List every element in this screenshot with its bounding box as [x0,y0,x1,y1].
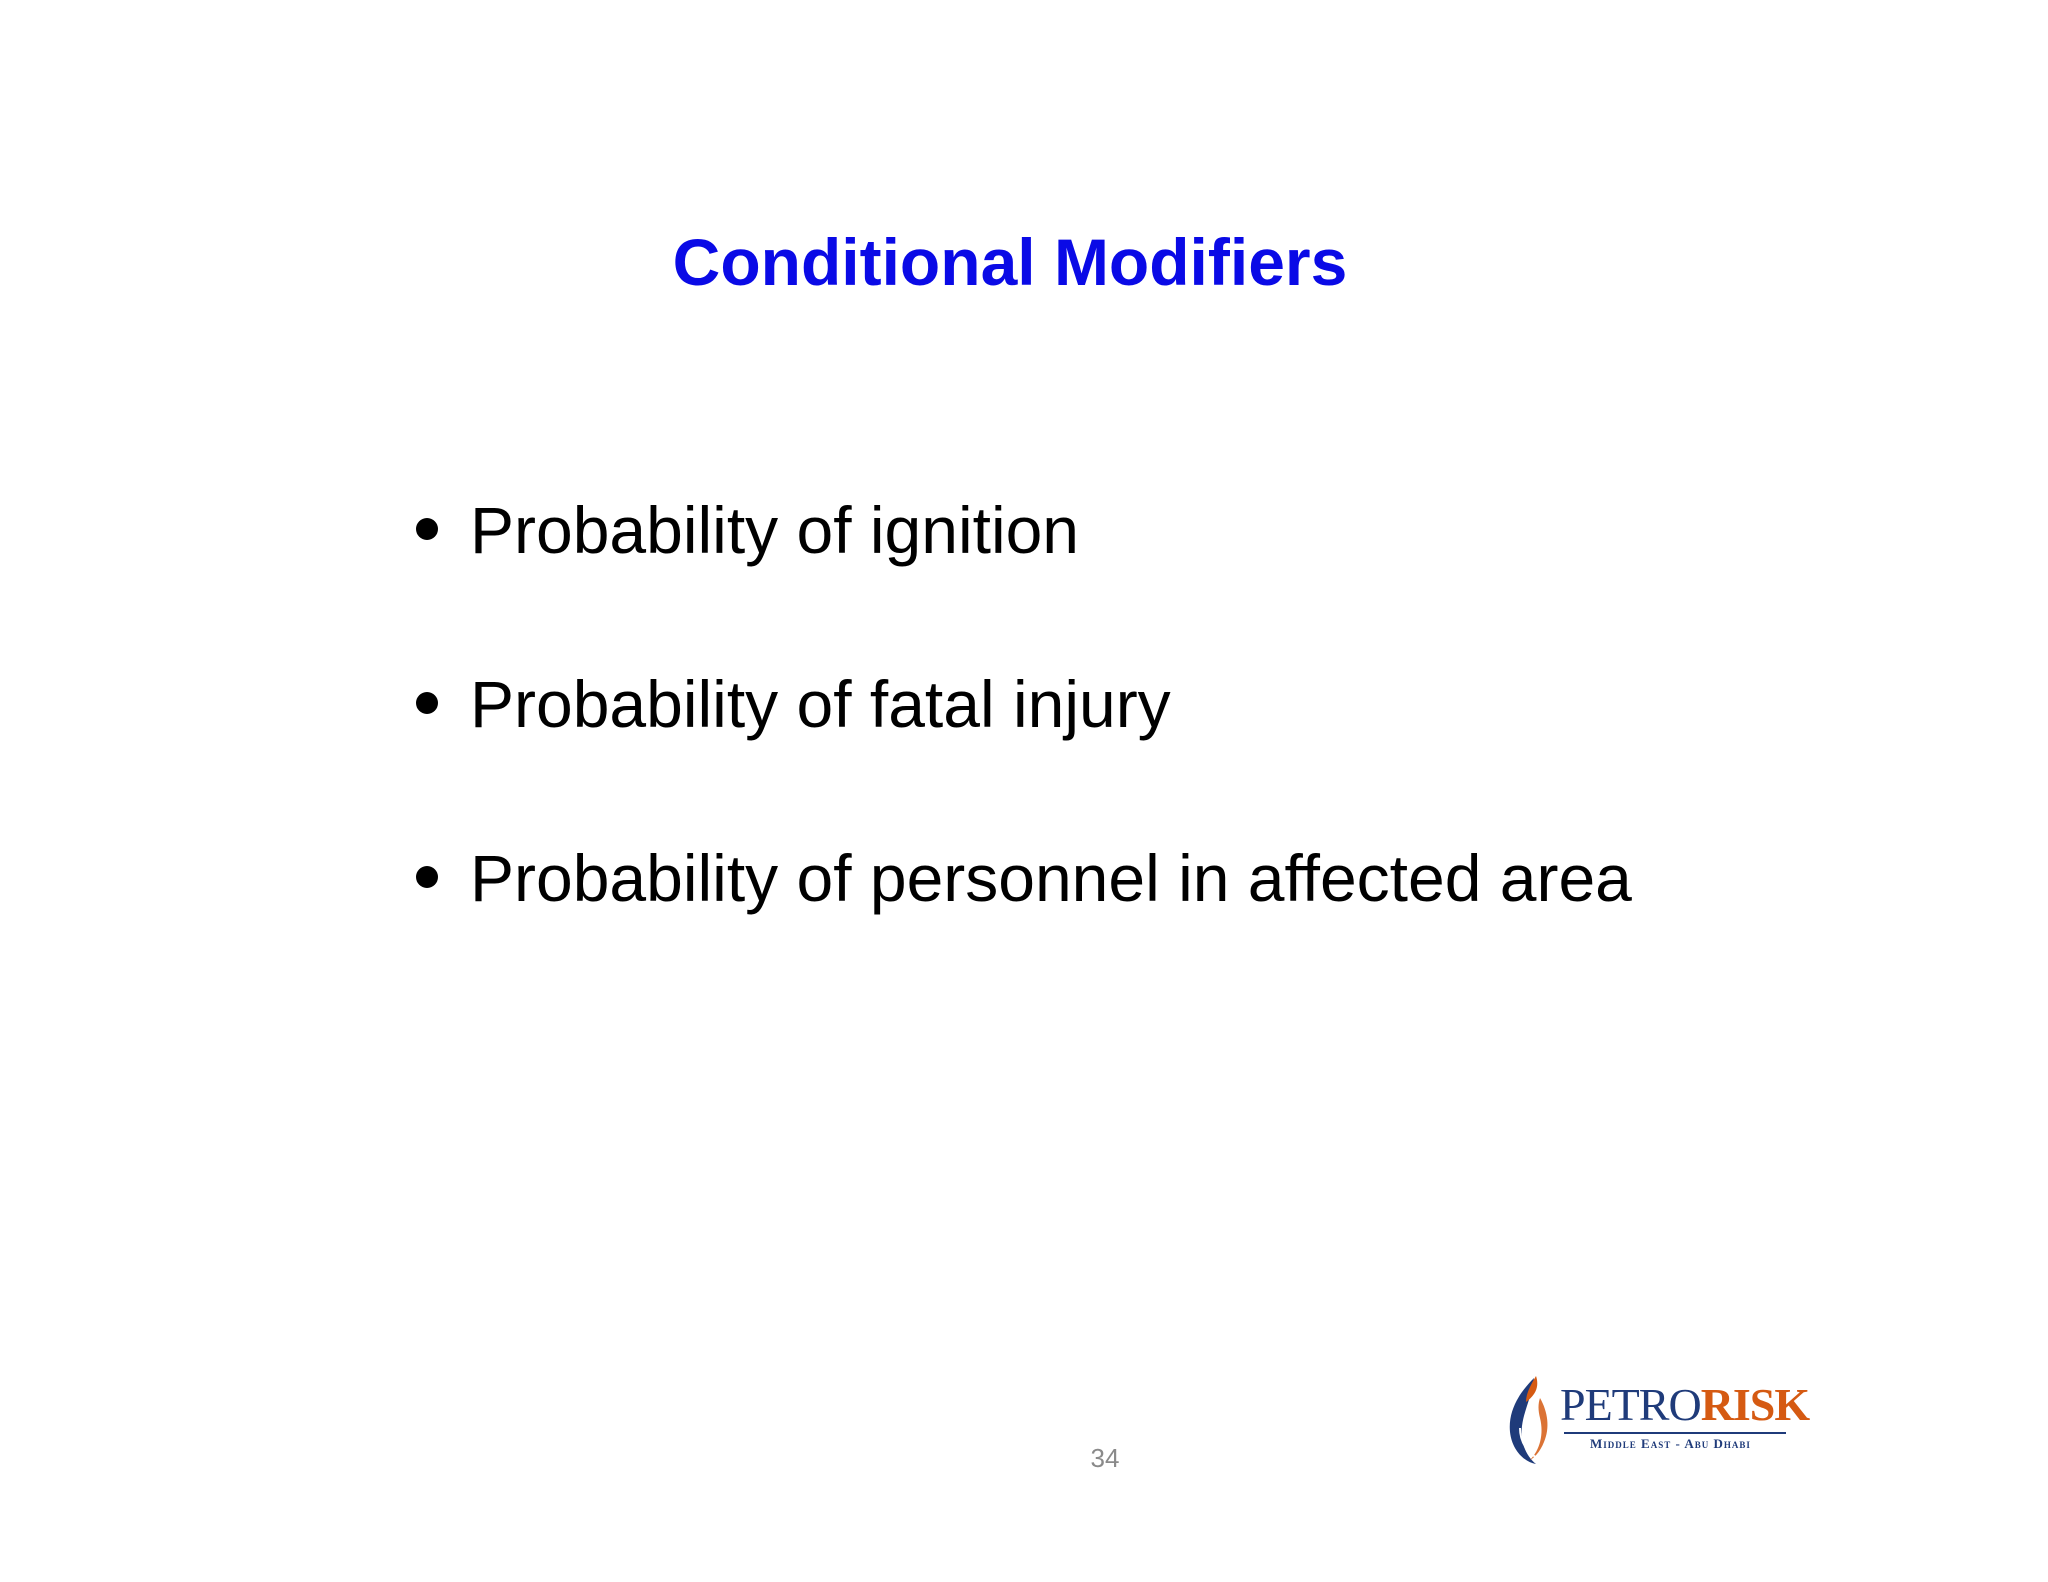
slide-title: Conditional Modifiers [672,225,1348,299]
petrorisk-logo [1500,1372,1810,1468]
bullet-dot-icon [416,866,438,888]
bullet-text: Probability of personnel in affected area [470,841,1632,915]
logo-word-petro: PETRO [1560,1379,1701,1430]
logo-wordmark [1560,1380,1809,1430]
logo-subtitle: Middle East - Abu Dhabi [1590,1436,1751,1451]
bullet-dot-icon [416,692,438,714]
bullet-item [410,828,1632,928]
flame-drop-icon [1500,1372,1560,1468]
logo-divider [1564,1432,1786,1434]
bullet-list [410,480,1632,1002]
logo-word-risk: RISK [1700,1379,1810,1430]
page-number: 34 [1090,1443,1120,1473]
bullet-text: Probability of ignition [470,493,1080,567]
bullet-item [410,480,1632,580]
bullet-dot-icon [416,518,438,540]
bullet-item [410,654,1632,754]
bullet-text: Probability of fatal injury [470,667,1171,741]
